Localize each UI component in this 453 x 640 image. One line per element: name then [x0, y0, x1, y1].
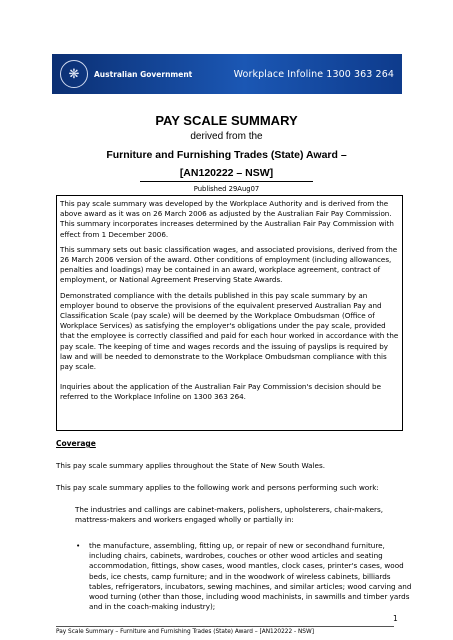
document-title: PAY SCALE SUMMARY — [155, 113, 298, 128]
page-footer: Pay Scale Summary – Furniture and Furnishing Trades (State) Award – [AN120222 - NSW] — [56, 629, 314, 635]
award-code: [AN120222 – NSW] — [179, 167, 274, 179]
award-name: Furniture and Furnishing Trades (State) Award – — [106, 149, 347, 161]
notice-paragraph: This pay scale summary was developed by the Workplace Authority and is derived from the above award as it was on 26 March 2006 as adjusted by the Australian Fair Pay Commission. This summary incorporates increases determined by the Australian Fair Pay Commission with effect from 1 December 2006. — [60, 199, 394, 239]
derived-from-text: derived from the — [190, 131, 263, 142]
coverage-heading: Coverage — [56, 439, 96, 448]
notice-paragraph: Demonstrated compliance with the details published in this pay scale summary by an employer bound to observe the provisions of the equivalent preserved Australian Pay and Classification Scale (pay scale) will be deemed by the Workplace Ombudsman (Office of Workplace Services) as satisfying the employer's obligations under the pay scale, provided that the employee is correctly classified and paid for each hour worked in accordance with the pay scale. The keeping of time and wages records and the issuing of payslips is required by law and will be needed to demonstrate to the Workplace Ombudsman compliance with this pay scale. — [60, 290, 399, 372]
award-underline — [140, 181, 313, 182]
published-date: Published 29Aug07 — [193, 185, 260, 193]
footer-divider — [56, 626, 394, 627]
list-item — [75, 541, 413, 612]
notice-paragraph: Inquiries about the application of the Australian Fair Pay Commission's decision should be referred to the Workplace Infoline on 1300 363 264. — [60, 382, 381, 402]
summary-notice-box — [56, 195, 403, 431]
page-number: 1 — [393, 614, 398, 623]
government-name: Australian Government — [94, 69, 193, 79]
infoline-text: Workplace Infoline 1300 363 264 — [233, 68, 394, 80]
notice-paragraph: This summary sets out basic classification wages, and associated provisions, derived from the 26 March 2006 version of the award. Other conditions of employment (including allowances, penalties and loadings) may be contained in an award, workplace agreement, contract of employment, or National Agreement Preserving State Awards. — [60, 244, 398, 285]
coverage-bullet-list — [75, 541, 413, 612]
government-banner — [52, 54, 402, 94]
list-item-text: the manufacture, assembling, fitting up, or repair of new or secondhand furniture, including chairs, cabinets, wardrobes, couches or other wood articles and seating accommodation, fittings, show cases, wood mantles, clock cases, printer's cases, wood beds, ice chests, camp furniture; and in the woodwork of wireless cabinets, billiards tables, refrigerators, incubators, sewing machines, and similar articles; wood carving and wood turning (other than those, including wood machinists, in sawmills and timber yards and in the coach-making industry); — [89, 541, 412, 612]
coverage-paragraph: This pay scale summary applies to the following work and persons performing such work: — [56, 483, 379, 492]
coverage-paragraph: This pay scale summary applies throughout the State of New South Wales. — [56, 461, 325, 470]
coverage-paragraph: The industries and callings are cabinet-makers, polishers, upholsterers, chair-makers, mattress-makers and workers engaged wholly or partially in: — [75, 505, 384, 525]
coat-of-arms-icon: ❋ — [60, 60, 88, 88]
bullet-icon: • — [76, 541, 81, 550]
